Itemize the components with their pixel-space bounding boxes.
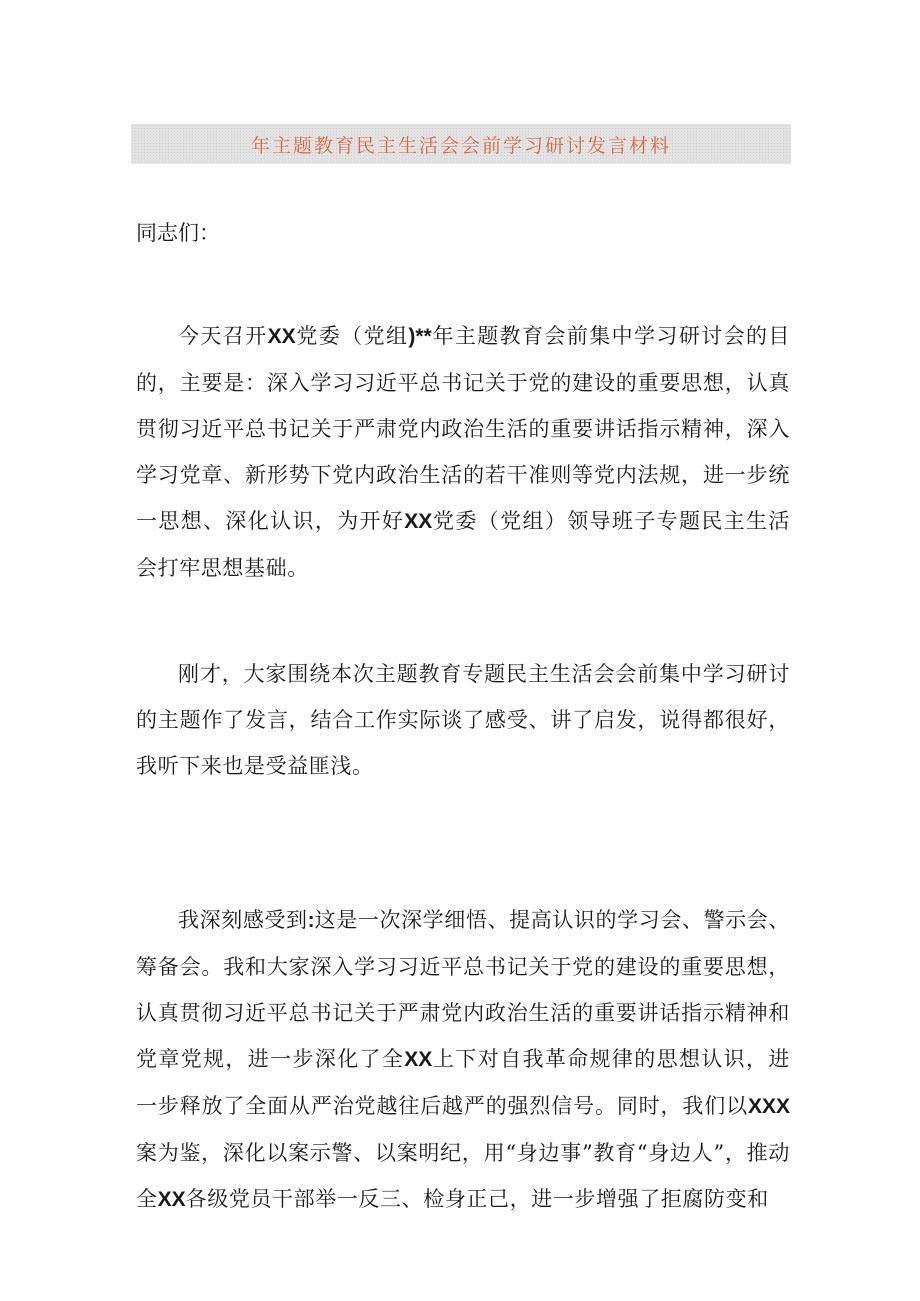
punctuation-colon: : (307, 909, 315, 932)
paragraph-text: 上下对自我革命规律的思想认识，进一步释放了全面从严治党越往后越严的强烈信号。同时，我们以 (136, 1047, 790, 1118)
placeholder-case-code: XXX (747, 1095, 790, 1118)
body-paragraph-3 (136, 897, 790, 1223)
paragraph-text: 党委（党组）领导班子专题民主生活会打牢思想基础。 (136, 509, 790, 580)
placeholder-year: )** (408, 325, 432, 348)
placeholder-org-code: XX (404, 510, 433, 533)
salutation: 同志们： (136, 221, 220, 245)
paragraph-text: 年主题教育会前集中学习研讨会的目的，主要是：深入学习习近平总书记关于党的建设的重要思想，认真贯彻习近平总书记关于严肃党内政治生活的重要讲话指示精神，深入学习党章、新形势下党内政治生活的若干准则等党内法规，进一步统一思想、深化认识，为开好 (136, 324, 790, 533)
paragraph-text: 案为鉴，深化以案示警、以案明纪，用“身边事”教育“身边人”，推动全 (136, 1141, 790, 1211)
paragraph-text: 刚才，大家围绕本次主题教育专题民主生活会会前集中学习研讨的主题作了发言，结合工作实际谈了感受、讲了启发，说得都很好，我听下来也是受益匪浅。 (136, 662, 790, 778)
title-banner (131, 124, 791, 164)
paragraph-text: 党委（党组 (295, 324, 409, 348)
placeholder-org-code: XX (404, 1048, 433, 1071)
paragraph-text: 今天召开 (178, 324, 268, 348)
placeholder-org-code: XX (267, 325, 296, 348)
body-paragraph-1 (136, 313, 790, 591)
paragraph-text: 这是一次深学细悟、提高认识的学习会、警示会、筹备会。我和大家深入学习习近平总书记关于党的建设的重要思想，认真贯彻习近平总书记关于严肃党内政治生活的重要讲话指示精神和党章党规，进一步深化了全 (136, 908, 790, 1071)
paragraph-text: 各级党员干部举一反三、检身正己，进一步增强了拒腐防变和 (185, 1187, 769, 1211)
placeholder-org-code: XX (157, 1188, 186, 1211)
paragraph-text: 我深刻感受到 (178, 908, 308, 932)
body-paragraph-2 (136, 651, 790, 789)
document-title: 年主题教育民主生活会会前学习研讨发言材料 (250, 134, 671, 157)
